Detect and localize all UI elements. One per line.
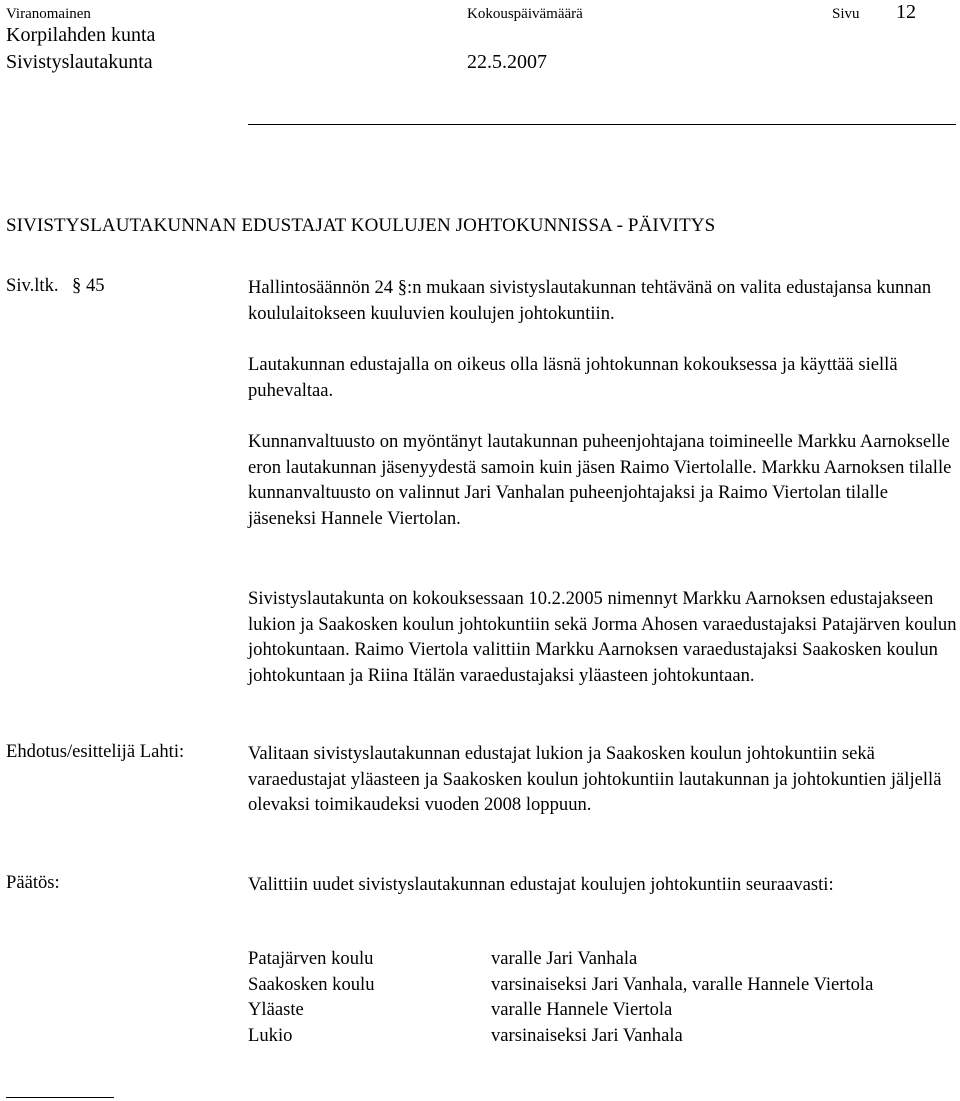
table-row <box>248 1023 873 1049</box>
paragraph-3: Kunnanvaltuusto on myöntänyt lautakunnan puheenjohtajana toimineelle Markku Aarnokselle eron lautakunnan jäsenyydestä samoin kuin jäsen Raimo Viertolalle. Markku Aarnoksen tilalle kunnanvaltuusto on valinnut Jari Vanhalan puheenjohtajaksi ja Raimo Viertolan tilalle jäseneksi Hannele Viertolan. <box>248 431 952 529</box>
header-page-label: Sivu <box>832 6 860 22</box>
decision-text: Valittiin uudet sivistyslautakunnan edustajat koulujen johtokuntiin seuraavasti: <box>248 874 834 895</box>
table-row <box>248 972 873 998</box>
header-date: 22.5.2007 <box>467 51 547 73</box>
members-cell: varalle Hannele Viertola <box>491 999 673 1020</box>
members-cell: varsinaiseksi Jari Vanhala <box>491 1024 683 1046</box>
paragraph-4: Sivistyslautakunta on kokouksessaan 10.2.2005 nimennyt Markku Aarnoksen edustajakseen lukion ja Saakosken koulun johtokuntiin sekä Jorma Ahosen varaedustajaksi Patajärven koulun johtokuntaan. Raimo Viertola valittiin Markku Aarnoksen varaedustajaksi Saakosken koulun johtokuntaan ja Riina Itälän varaedustajaksi yläasteen johtokuntaan. <box>248 588 957 686</box>
school-cell: Yläaste <box>248 999 304 1020</box>
proposal-label: Ehdotus/esittelijä Lahti: <box>6 741 185 762</box>
proposal-text: Valitaan sivistyslautakunnan edustajat lukion ja Saakosken koulun johtokuntiin sekä varaedustajat yläasteen ja Saakosken koulun johtokuntiin lautakunnan ja johtokuntien jäljellä olevaksi toimikaudeksi vuoden 2008 loppuun. <box>248 743 942 815</box>
document-title: SIVISTYSLAUTAKUNNAN EDUSTAJAT KOULUJEN JOHTOKUNNISSA - PÄIVITYS <box>6 215 716 236</box>
header-page-number: 12 <box>896 1 916 23</box>
section-label: Siv.ltk. <box>6 275 59 296</box>
members-cell: varsinaiseksi Jari Vanhala, varalle Hannele Viertola <box>491 973 874 995</box>
members-cell: varalle Jari Vanhala <box>491 948 638 969</box>
header-date-label: Kokouspäivämäärä <box>467 6 583 22</box>
header-authority: Korpilahden kunta <box>6 24 156 46</box>
paragraph-2: Lautakunnan edustajalla on oikeus olla läsnä johtokunnan kokouksessa ja käyttää siellä puhevaltaa. <box>248 354 898 401</box>
footer-divider <box>6 1097 114 1098</box>
header-board: Sivistyslautakunta <box>6 51 153 73</box>
table-row <box>248 997 873 1023</box>
header-divider <box>248 124 956 125</box>
appointments-table <box>248 946 873 1048</box>
decision-label: Päätös: <box>6 872 60 893</box>
header-role: Viranomainen <box>6 6 91 22</box>
section-number: § 45 <box>72 275 105 296</box>
paragraph-1: Hallintosäännön 24 §:n mukaan sivistyslautakunnan tehtävänä on valita edustajansa kunnan koululaitokseen kuuluvien koulujen johtokuntiin. <box>248 277 932 324</box>
school-cell: Lukio <box>248 1024 293 1046</box>
table-row <box>248 946 873 972</box>
school-cell: Saakosken koulu <box>248 973 375 995</box>
school-cell: Patajärven koulu <box>248 948 374 969</box>
